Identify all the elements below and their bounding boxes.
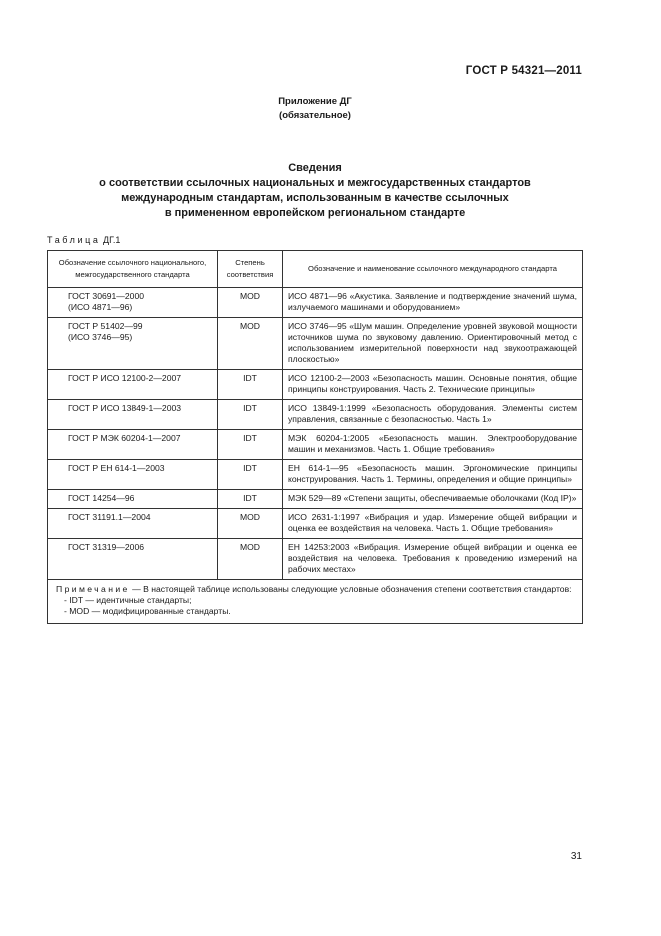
international-standard-cell: МЭК 529—89 «Степени защиты, обеспечиваемые оболочками (Код IP)» bbox=[283, 490, 583, 509]
note-row bbox=[48, 580, 583, 624]
note-item: - MOD — модифицированные стандарты. bbox=[64, 606, 231, 616]
conformity-degree-cell: IDT bbox=[218, 490, 283, 509]
international-standard-cell: ИСО 12100-2—2003 «Безопасность машин. Основные понятия, общие принципы конструирования. Часть 2. Технические принципы» bbox=[283, 370, 583, 400]
international-standard-cell: ИСО 4871—96 «Акустика. Заявление и подтверждение значений шума, излучаемого машинами и оборудованием» bbox=[283, 288, 583, 318]
table-header-row bbox=[48, 251, 583, 288]
document-code: ГОСТ Р 54321—2011 bbox=[465, 65, 582, 77]
table-body bbox=[48, 288, 583, 580]
national-standard-designation: ГОСТ Р МЭК 60204-1—2007 bbox=[68, 433, 181, 443]
column-header-international: Обозначение и наименование ссылочного международного стандарта bbox=[283, 251, 583, 288]
note-label: Примечание bbox=[56, 584, 130, 594]
heading-line: о соответствии ссылочных национальных и межгосударственных стандартов bbox=[99, 177, 531, 189]
international-standard-cell: ИСО 2631-1:1997 «Вибрация и удар. Измерение общей вибрации и оценка ее воздействия на человека. Часть 1. Общие требования» bbox=[283, 509, 583, 539]
international-standard-cell: МЭК 60204-1:2005 «Безопасность машин. Электрооборудование машин и механизмов. Часть 1. Общие требования» bbox=[283, 430, 583, 460]
table-row bbox=[48, 370, 583, 400]
column-header-national: Обозначение ссылочного национального, межгосударственного стандарта bbox=[48, 251, 218, 288]
national-standard-cell bbox=[48, 509, 218, 539]
national-standard-cell bbox=[48, 400, 218, 430]
table-note bbox=[48, 580, 583, 624]
table-row bbox=[48, 509, 583, 539]
note-body: — В настоящей таблице использованы следующие условные обозначения степени соответствия стандартов: bbox=[129, 584, 572, 594]
reference-standards-table bbox=[47, 250, 583, 624]
international-standard-cell: ИСО 13849-1:1999 «Безопасность оборудования. Элементы систем управления, связанные с безопасностью. Часть 1» bbox=[283, 400, 583, 430]
note-text bbox=[56, 584, 572, 594]
table-row bbox=[48, 490, 583, 509]
table-row bbox=[48, 318, 583, 370]
annex-block bbox=[0, 95, 630, 123]
section-heading bbox=[0, 161, 630, 221]
note-item: - IDT — идентичные стандарты; bbox=[64, 595, 192, 605]
heading-line: международным стандартам, использованным в качестве ссылочных bbox=[121, 192, 509, 204]
conformity-degree-cell: IDT bbox=[218, 370, 283, 400]
national-standard-cell bbox=[48, 370, 218, 400]
conformity-degree-cell: MOD bbox=[218, 539, 283, 580]
national-standard-designation: ГОСТ 14254—96 bbox=[68, 493, 135, 503]
international-standard-cell: ЕН 614-1—95 «Безопасность машин. Эргономические принципы конструирования. Часть 1. Термины, определения и общие принципы» bbox=[283, 460, 583, 490]
page-number: 31 bbox=[570, 851, 582, 862]
national-standard-cell bbox=[48, 288, 218, 318]
national-standard-cell bbox=[48, 318, 218, 370]
column-header-degree: Степень соответствия bbox=[218, 251, 283, 288]
national-standard-designation: ГОСТ 31191.1—2004 bbox=[68, 512, 151, 522]
table-row bbox=[48, 400, 583, 430]
table-row bbox=[48, 460, 583, 490]
table-row bbox=[48, 288, 583, 318]
national-standard-designation: ГОСТ 31319—2006 bbox=[68, 542, 145, 552]
national-standard-designation: (ИСО 4871—96) bbox=[68, 302, 133, 312]
international-standard-cell: ИСО 3746—95 «Шум машин. Определение уровней звуковой мощности источников шума по звуковому давлению. Ориентировочный метод с использованием измерительной поверхности над звукоотражающей плоскостью» bbox=[283, 318, 583, 370]
conformity-degree-cell: IDT bbox=[218, 460, 283, 490]
conformity-degree-cell: MOD bbox=[218, 509, 283, 539]
national-standard-designation: ГОСТ Р ИСО 13849-1—2003 bbox=[68, 403, 182, 413]
national-standard-designation: ГОСТ 30691—2000 bbox=[68, 291, 145, 301]
annex-subtitle: (обязательное) bbox=[279, 110, 351, 121]
annex-title: Приложение ДГ bbox=[278, 96, 352, 107]
national-standard-designation: ГОСТ Р ЕН 614-1—2003 bbox=[68, 463, 165, 473]
conformity-degree-cell: MOD bbox=[218, 318, 283, 370]
national-standard-designation: (ИСО 3746—95) bbox=[68, 332, 133, 342]
international-standard-cell: ЕН 14253:2003 «Вибрация. Измерение общей вибрации и оценка ее воздействия на человека. Требования к проведению измерений на рабочих местах» bbox=[283, 539, 583, 580]
heading-line: в примененном европейском региональном стандарте bbox=[164, 207, 466, 219]
table-caption-number: ДГ.1 bbox=[103, 235, 121, 245]
national-standard-cell bbox=[48, 539, 218, 580]
national-standard-designation: ГОСТ Р ИСО 12100-2—2007 bbox=[68, 373, 182, 383]
table-row bbox=[48, 539, 583, 580]
conformity-degree-cell: IDT bbox=[218, 430, 283, 460]
national-standard-cell bbox=[48, 490, 218, 509]
conformity-degree-cell: MOD bbox=[218, 288, 283, 318]
table-row bbox=[48, 430, 583, 460]
conformity-degree-cell: IDT bbox=[218, 400, 283, 430]
table-caption bbox=[47, 235, 120, 245]
national-standard-cell bbox=[48, 430, 218, 460]
table-caption-word: Таблица bbox=[47, 235, 101, 245]
national-standard-designation: ГОСТ Р 51402—99 bbox=[68, 321, 143, 331]
heading-line: Сведения bbox=[288, 162, 342, 174]
national-standard-cell bbox=[48, 460, 218, 490]
